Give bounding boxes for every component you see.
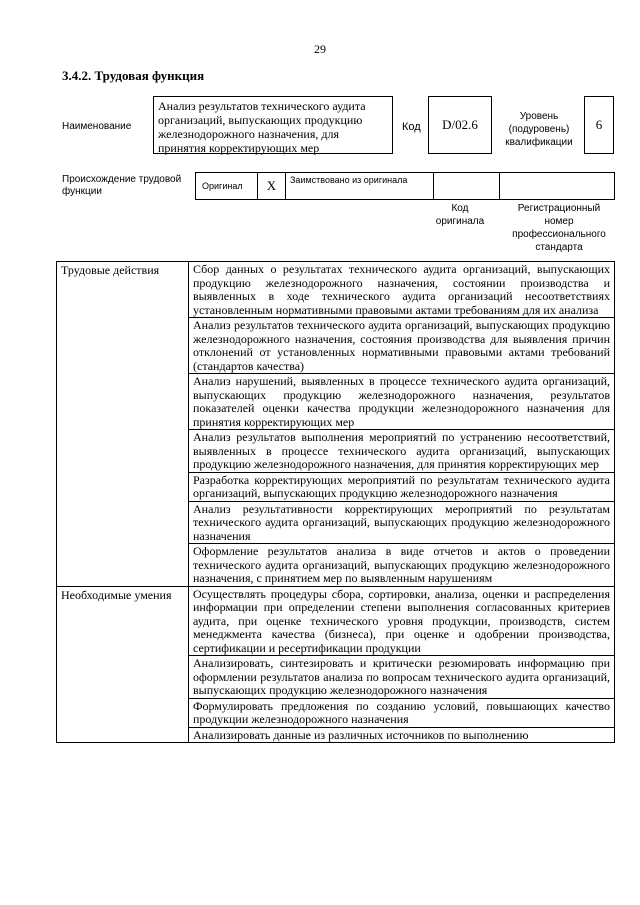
borrowed-label: Заимствовано из оригинала <box>286 173 434 199</box>
original-mark: X <box>258 173 286 199</box>
original-code-cell <box>434 173 500 199</box>
section-title: 3.4.2. Трудовая функция <box>62 68 205 83</box>
registration-number-cell <box>500 173 614 199</box>
labor-action-item: Оформление результатов анализа в виде отчетов и актов о проведении технического аудита организаций, выпускающих продукцию железнодорожного назначения, с принятием мер по выявленным нарушениям <box>189 544 615 587</box>
labor-action-item: Анализ результатов выполнения мероприятий по устранению несоответствий, выявленных в процессе технического аудита организаций, выпускающих продукцию железнодорожного назначения, для принятия корректирующих мер <box>189 430 615 473</box>
table-row <box>57 586 615 656</box>
registration-number-caption: Регистрационный номер профессионального стандарта <box>512 203 606 253</box>
original-code-caption: Код оригинала <box>435 203 485 227</box>
code-label: Код <box>402 121 421 133</box>
origin-label: Происхождение трудовой функции <box>62 174 182 197</box>
skills-label: Необходимые умения <box>57 586 189 743</box>
skill-item: Анализировать данные из различных источников по выполнению <box>189 727 615 743</box>
original-label: Оригинал <box>196 173 258 199</box>
function-code-box: D/02.6 <box>428 96 492 154</box>
labor-action-item: Сбор данных о результатах технического аудита организаций, выпускающих продукцию железнодорожного назначения, состоянии производства и выявленных в ходе технического аудита организаций несоответствиях установленным нормативными правовыми актами требованиям для их анализа <box>189 262 615 318</box>
function-name-box: Анализ результатов технического аудита организаций, выпускающих продукцию железнодорожного назначения, для принятия корректирующих мер <box>153 96 393 154</box>
page-number: 29 <box>314 42 326 56</box>
skill-item: Формулировать предложения по созданию условий, повышающих качество продукции железнодорожного назначения <box>189 698 615 727</box>
function-details-table <box>56 261 615 743</box>
name-label: Наименование <box>62 121 132 132</box>
qualification-level-label: Уровень (подуровень) квалификации <box>505 111 573 148</box>
table-row <box>57 262 615 318</box>
skill-item: Анализировать, синтезировать и критически резюмировать информацию при оформлении результатов анализа по вопросам технического аудита организаций, выпускающих продукцию железнодорожного назначения <box>189 656 615 699</box>
origin-table <box>195 172 615 200</box>
labor-action-item: Разработка корректирующих мероприятий по результатам технического аудита организаций, выпускающих продукцию железнодорожного назначения <box>189 472 615 501</box>
labor-action-item: Анализ результатов технического аудита организаций, выпускающих продукцию железнодорожного назначения, состояния производства для выявления причин отклонений от установленных нормативными правовыми актами требований (стандартов качества) <box>189 318 615 374</box>
labor-action-item: Анализ результативности корректирующих мероприятий по результатам технического аудита организаций, выпускающих продукцию железнодорожного назначения <box>189 501 615 544</box>
labor-actions-label: Трудовые действия <box>57 262 189 587</box>
qualification-level-box: 6 <box>584 96 614 154</box>
skill-item: Осуществлять процедуры сбора, сортировки, анализа, оценки и распределения информации при определении степени выполнения согласованных критериев аудита, при оценке технического уровня продукции, производств, систем менеджмента качества (бизнеса), при оценке и одобрении производства, сертификации и ресертификации продукции <box>189 586 615 656</box>
labor-action-item: Анализ нарушений, выявленных в процессе технического аудита организаций, выпускающих продукцию железнодорожного назначения, результатов показателей оценки качества продукции железнодорожного назначения для принятия корректирующих мер <box>189 374 615 430</box>
